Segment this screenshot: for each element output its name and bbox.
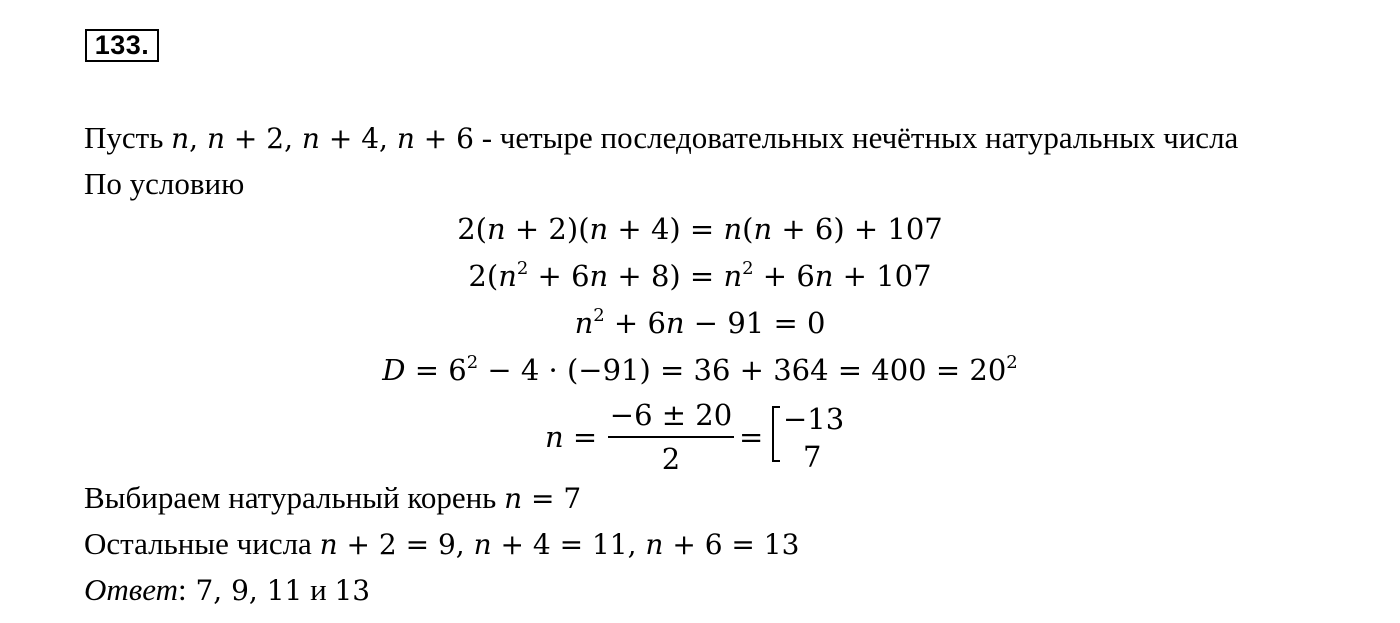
answer-last: 13 bbox=[334, 574, 371, 607]
intro-suffix: - четыре последовательных нечётных натуральных числа bbox=[473, 120, 1239, 155]
equation-1: 2(n + 2)(n + 4) = n(n + 6) + 107 bbox=[457, 212, 943, 246]
others-line bbox=[84, 527, 799, 562]
fraction-denominator: 2 bbox=[661, 442, 681, 476]
answer-label: Ответ bbox=[84, 572, 178, 607]
condition-line: По условию bbox=[84, 166, 245, 201]
equation-2: $2(n^2 + 6n + 8) = n^2 + 6n + 107$ bbox=[468, 258, 932, 293]
intro-line bbox=[84, 121, 1238, 156]
equation-3: $n^2 + 6n - 91 = 0$ bbox=[574, 305, 826, 340]
choose-expression: n = 7 bbox=[504, 482, 582, 515]
intro-prefix: Пусть bbox=[84, 120, 172, 155]
equation-4-discriminant: $D = 6^2 - 4 \cdot (-91) = 36 + 364 = 400 = 20^2$ bbox=[382, 352, 1018, 387]
answer-conjunction: и bbox=[302, 572, 335, 607]
root-1: −13 bbox=[783, 402, 845, 436]
roots-equals: = bbox=[739, 420, 764, 454]
answer-values: 7, 9, 11 bbox=[186, 574, 303, 607]
roots-bracket bbox=[772, 406, 780, 462]
others-text: Остальные числа bbox=[84, 526, 320, 561]
root-2: 7 bbox=[803, 440, 822, 474]
fraction-bar bbox=[608, 436, 734, 438]
roots-lhs: n = bbox=[545, 420, 598, 454]
choose-text: Выбираем натуральный корень bbox=[84, 480, 505, 515]
answer-colon: : bbox=[177, 572, 187, 607]
answer-line bbox=[84, 573, 370, 608]
problem-number: 133. bbox=[85, 29, 159, 62]
others-expression: n + 2 = 9, n + 4 = 11, n + 6 = 13 bbox=[319, 528, 800, 561]
intro-expression: n, n + 2, n + 4, n + 6 bbox=[171, 122, 474, 155]
fraction-numerator: −6 ± 20 bbox=[609, 398, 733, 432]
choose-line bbox=[84, 481, 581, 516]
